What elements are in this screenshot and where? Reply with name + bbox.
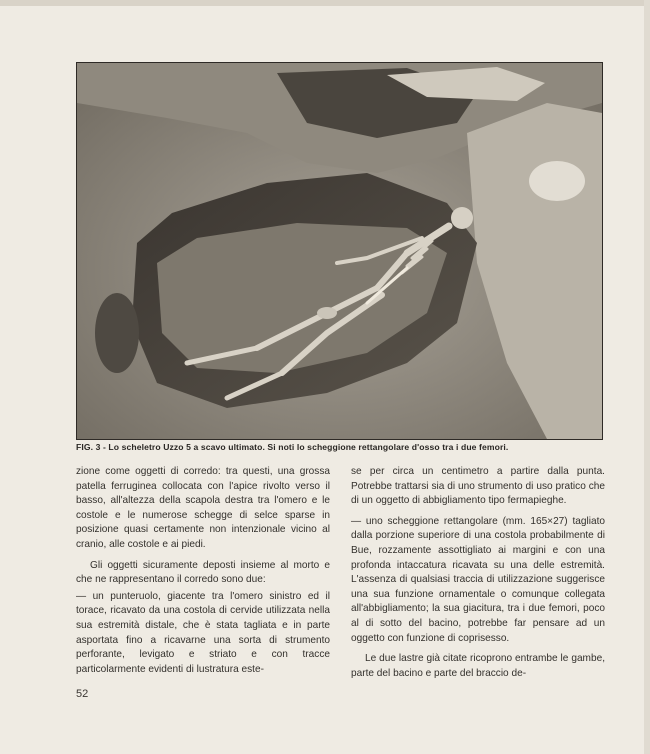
paragraph: Le due lastre già citate ricoprono entrambe le gambe, parte del bacino e parte del braccio de- bbox=[351, 653, 605, 679]
text-column-left bbox=[76, 465, 330, 677]
paragraph: — un punteruolo, giacente tra l'omero sinistro ed il torace, ricavato da una costola di cervide utilizzata nella sua estremità distale, che è stata tagliata e in parte asportata fino a ricavarne una sorta di strumento perforante, levigato e striato e con tracce particolarmente evidenti di lustratura este- bbox=[76, 590, 330, 675]
skeleton-photo-illustration bbox=[77, 63, 602, 439]
paragraph: zione come oggetti di corredo: tra questi, una grossa patella ferruginea collocata con l'apice rivolto verso il basso, all'altezza della scapola destra tra l'omero e le costole e le numerose schegge di selce sparse in posizione quasi certamente non intenzionale vicino al cranio, alle costole e ai piedi. bbox=[76, 466, 330, 550]
paragraph: — uno scheggione rettangolare (mm. 165×27) tagliato dalla porzione superiore di una costola probabilmente di Bue, rozzamente assottigliato ai margini e con una profonda intaccatura ricavata su una delle estremità. L'assenza di qualsiasi traccia di utilizzazione suggerisce una sua funzione ornamentale o comunque collegata all'abbigliamento; la sua giacitura, tra i due femori, poco al di sotto del bacino, potrebbe far pensare ad un oggetto con funzione di coprisesso. bbox=[351, 515, 605, 644]
paragraph: Gli oggetti sicuramente deposti insieme al morto e che ne rappresentano il corredo sono due: bbox=[76, 559, 330, 586]
paragraph: se per circa un centimetro a partire dalla punta. Potrebbe trattarsi sia di uno strumento di uso pratico che di un oggetto di abbigliamento tipo fermapieghe. bbox=[351, 466, 605, 507]
page-edge-right bbox=[644, 0, 650, 754]
page-number: 52 bbox=[76, 688, 89, 700]
page-edge-top bbox=[0, 0, 650, 6]
figure-caption: FIG. 3 - Lo scheletro Uzzo 5 a scavo ultimato. Si noti lo scheggione rettangolare d'osso tra i due femori. bbox=[76, 442, 509, 452]
text-column-right bbox=[351, 465, 605, 681]
excavation-photograph bbox=[76, 62, 603, 440]
